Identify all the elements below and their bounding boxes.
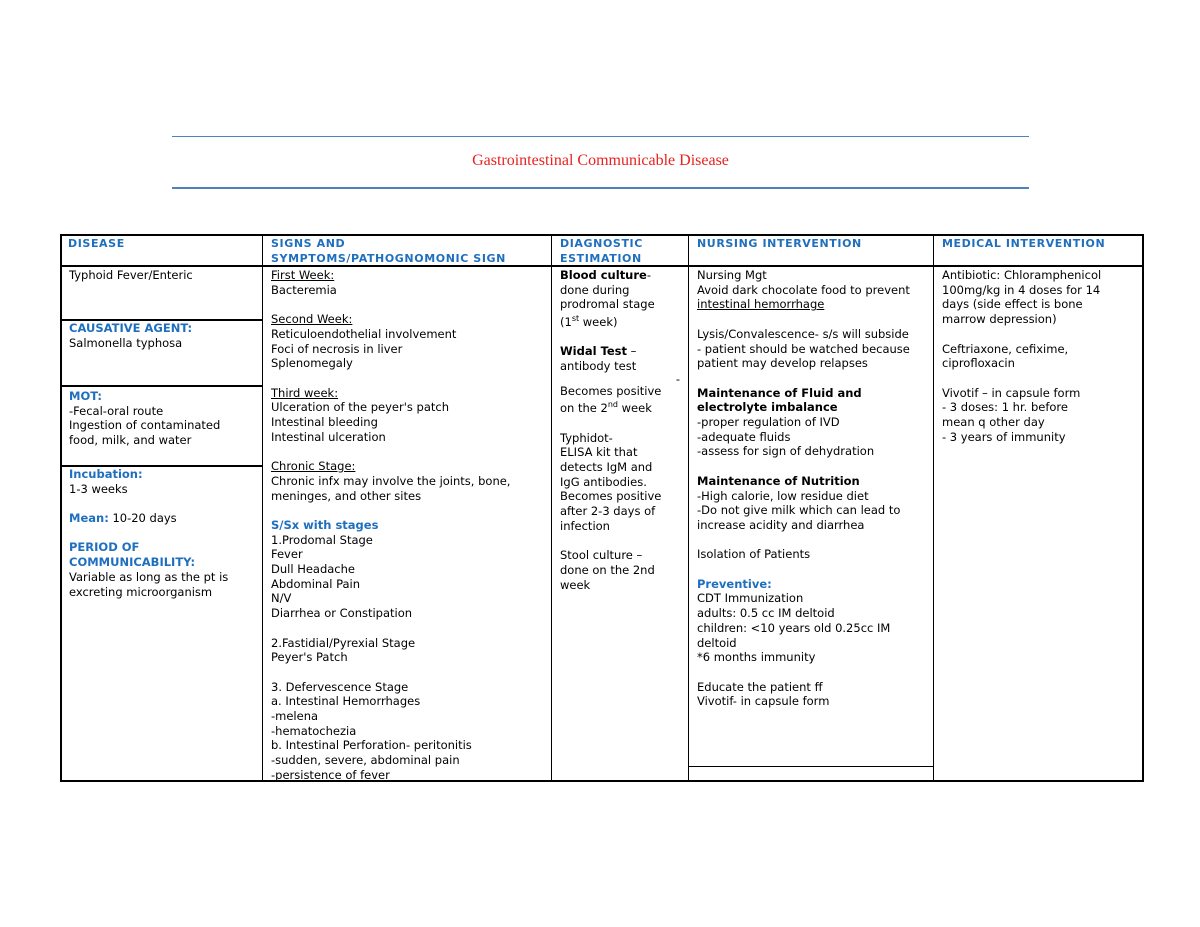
column-divider	[933, 234, 934, 782]
document-title: Gastrointestinal Communicable Disease	[472, 152, 729, 169]
row-separator	[688, 766, 933, 767]
causative-agent: CAUSATIVE AGENT: Salmonella typhosa	[69, 321, 193, 350]
nursing-intervention: Nursing Mgt Avoid dark chocolate food to prevent intestinal hemorrhage Lysis/Convalescence- s/s will subside - patient should be watched because patient may develop relapses Maintenance of Fluid and electrolyte imbalance -proper regulation of IVD -adequate fluids -assess for sign of dehydration Maintenance of Nutrition -High calorie, low residue diet -Do not give milk which can lead to increase acidity and diarrhea Isolation of Patients Preventive: CDT Immunization adults: 0.5 cc IM deltoid children: <10 years old 0.25cc IM deltoid *6 months immunity Educate the patient ff Vivotif- in capsule form	[697, 268, 910, 709]
column-divider	[688, 234, 689, 782]
column-divider	[262, 234, 263, 782]
header-signs: SIGNS AND SYMPTOMS/PATHOGNOMONIC SIGN	[271, 237, 506, 265]
title-rule-bottom	[172, 187, 1029, 189]
header-medical: MEDICAL INTERVENTION	[942, 237, 1106, 250]
column-divider	[551, 234, 552, 782]
header-diagnostic: DIAGNOSTIC ESTIMATION	[560, 237, 643, 265]
title-rule-top	[172, 136, 1029, 137]
disease-table	[60, 234, 1146, 784]
row-separator	[60, 385, 263, 387]
mode-of-transmission: MOT: -Fecal-oral route Ingestion of contaminated food, milk, and water	[69, 389, 221, 448]
diagnostic-estimation: Blood culture- done during prodromal stage (1st week) Widal Test – antibody test - Becomes positive on the 2nd week Typhidot- ELISA kit that detects IgM and IgG antibodies. Becomes positive after 2-3 days of infection Stool culture – done on the 2nd week	[560, 268, 680, 592]
header-disease: DISEASE	[68, 237, 125, 250]
header-nursing: NURSING INTERVENTION	[697, 237, 862, 250]
medical-intervention: Antibiotic: Chloramphenicol 100mg/kg in 4 doses for 14 days (side effect is bone marrow depression) Ceftriaxone, cefixime, ciprofloxacin Vivotif – in capsule form - 3 doses: 1 hr. before mean q other day - 3 years of immunity	[942, 268, 1102, 444]
incubation: Incubation: 1-3 weeks Mean: 10-20 days PERIOD OF COMMUNICABILITY: Variable as long as the pt is excreting microorganism	[69, 467, 229, 599]
disease-name: Typhoid Fever/Enteric	[69, 268, 193, 282]
signs-symptoms: First Week: Bacteremia Second Week: Reticuloendothelial involvement Foci of necrosis in liver Splenomegaly Third week: Ulceration of the peyer's patch Intestinal bleeding Intestinal ulceration Chronic Stage: Chronic infx may involve the joints, bone, meninges, and other sites S/Sx with stages 1.Prodomal Stage Fever Dull Headache Abdominal Pain N/V Diarrhea or Constipation 2.Fastidial/Pyrexial Stage Peyer's Patch 3. Defervescence Stage a. Intestinal Hemorrhages -melena -hematochezia b. Intestinal Perforation- peritonitis -sudden, severe, abdominal pain -persistence of fever	[271, 268, 511, 782]
